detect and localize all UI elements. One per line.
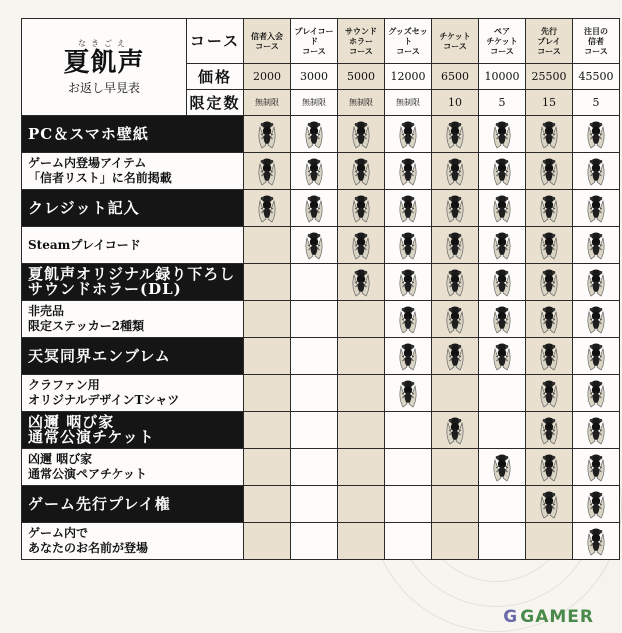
reward-cell: [526, 301, 573, 338]
course-price-4: 6500: [432, 64, 479, 90]
reward-cell: [244, 227, 291, 264]
price-row-label: 価格: [187, 64, 244, 90]
reward-cell: [244, 116, 291, 153]
cicada-icon: [585, 526, 607, 556]
feature-label: 凶邇 咽び家 通常公演チケット: [22, 412, 244, 449]
course-limit-3: 無制限: [385, 90, 432, 116]
reward-cell: [291, 523, 338, 560]
cicada-icon: [538, 156, 560, 186]
reward-cell: [479, 375, 526, 412]
cicada-icon: [585, 193, 607, 223]
site-watermark: [503, 607, 594, 627]
reward-cell: [526, 190, 573, 227]
course-price-5: 10000: [479, 64, 526, 90]
course-name-2: サウンド ホラー コース: [338, 19, 385, 64]
logo-ruby: なきごえ: [78, 39, 130, 48]
reward-cell: [526, 486, 573, 523]
reward-cell: [291, 338, 338, 375]
course-name-4: チケット コース: [432, 19, 479, 64]
reward-cell: [338, 486, 385, 523]
reward-cell: [573, 227, 620, 264]
cicada-icon: [444, 267, 466, 297]
reward-cell: [291, 190, 338, 227]
reward-cell: [385, 116, 432, 153]
course-limit-7: 5: [573, 90, 620, 116]
cicada-icon: [350, 193, 372, 223]
course-limit-2: 無制限: [338, 90, 385, 116]
reward-cell: [573, 190, 620, 227]
reward-cell: [432, 301, 479, 338]
course-header-row: [22, 19, 620, 64]
feature-label: PC＆スマホ壁紙: [22, 116, 244, 153]
reward-cell: [385, 190, 432, 227]
feature-label: ゲーム内登場アイテム 「信者リスト」に名前掲載: [22, 153, 244, 190]
course-limit-6: 15: [526, 90, 573, 116]
cicada-icon: [444, 156, 466, 186]
reward-cell: [385, 153, 432, 190]
reward-cell: [385, 301, 432, 338]
cicada-icon: [350, 267, 372, 297]
course-price-1: 3000: [291, 64, 338, 90]
reward-cell: [244, 153, 291, 190]
reward-cell: [573, 153, 620, 190]
cicada-icon: [585, 452, 607, 482]
reward-cell: [479, 301, 526, 338]
reward-cell: [432, 190, 479, 227]
cicada-icon: [397, 119, 419, 149]
reward-cell: [291, 375, 338, 412]
cicada-icon: [585, 489, 607, 519]
cicada-icon: [303, 230, 325, 260]
course-row-label: コース: [187, 19, 244, 64]
reward-cell: [385, 412, 432, 449]
limit-row-label: 限定数: [187, 90, 244, 116]
reward-cell: [526, 412, 573, 449]
reward-cell: [526, 227, 573, 264]
reward-cell: [244, 412, 291, 449]
course-limit-1: 無制限: [291, 90, 338, 116]
watermark-text: GAMER: [520, 607, 594, 627]
reward-cell: [526, 264, 573, 301]
reward-cell: [479, 449, 526, 486]
feature-row: [22, 190, 620, 227]
feature-label: ゲーム内で あなたのお名前が登場: [22, 523, 244, 560]
course-limit-0: 無制限: [244, 90, 291, 116]
reward-cell: [573, 301, 620, 338]
reward-cell: [385, 338, 432, 375]
cicada-icon: [303, 156, 325, 186]
cicada-icon: [491, 230, 513, 260]
cicada-icon: [585, 230, 607, 260]
course-price-0: 2000: [244, 64, 291, 90]
cicada-icon: [491, 156, 513, 186]
feature-row: [22, 338, 620, 375]
course-price-2: 5000: [338, 64, 385, 90]
course-price-7: 45500: [573, 64, 620, 90]
reward-cell: [244, 338, 291, 375]
reward-cell: [291, 412, 338, 449]
reward-cell: [432, 153, 479, 190]
feature-row: [22, 486, 620, 523]
reward-cell: [432, 227, 479, 264]
reward-cell: [291, 153, 338, 190]
cicada-icon: [538, 341, 560, 371]
reward-cell: [526, 523, 573, 560]
watermark-logo-icon: G: [503, 607, 519, 627]
reward-cell: [385, 227, 432, 264]
cicada-icon: [585, 119, 607, 149]
reward-cell: [385, 486, 432, 523]
cicada-icon: [397, 156, 419, 186]
reward-cell: [338, 116, 385, 153]
cicada-icon: [491, 341, 513, 371]
reward-cell: [338, 153, 385, 190]
cicada-icon: [444, 193, 466, 223]
feature-row: [22, 116, 620, 153]
cicada-icon: [538, 267, 560, 297]
reward-cell: [385, 449, 432, 486]
reward-cell: [291, 486, 338, 523]
cicada-icon: [538, 193, 560, 223]
cicada-icon: [303, 119, 325, 149]
cicada-icon: [585, 267, 607, 297]
reward-cell: [479, 412, 526, 449]
course-price-3: 12000: [385, 64, 432, 90]
reward-cell: [244, 523, 291, 560]
reward-cell: [573, 338, 620, 375]
reward-cell: [338, 264, 385, 301]
reward-cell: [385, 523, 432, 560]
reward-cell: [432, 523, 479, 560]
course-price-6: 25500: [526, 64, 573, 90]
reward-cell: [244, 375, 291, 412]
feature-row: [22, 264, 620, 301]
reward-cell: [432, 375, 479, 412]
reward-cell: [291, 227, 338, 264]
cicada-icon: [585, 156, 607, 186]
cicada-icon: [491, 119, 513, 149]
reward-table: [21, 18, 620, 560]
reward-cell: [573, 375, 620, 412]
course-name-5: ペア チケット コース: [479, 19, 526, 64]
cicada-icon: [538, 489, 560, 519]
cicada-icon: [397, 304, 419, 334]
feature-label: 天冥同界エンブレム: [22, 338, 244, 375]
course-name-0: 信者入会 コース: [244, 19, 291, 64]
reward-cell: [479, 153, 526, 190]
feature-label: クレジット記入: [22, 190, 244, 227]
reward-cell: [244, 190, 291, 227]
reward-cell: [291, 264, 338, 301]
reward-cell: [573, 116, 620, 153]
reward-cell: [338, 523, 385, 560]
cicada-icon: [491, 267, 513, 297]
reward-cell: [479, 486, 526, 523]
cicada-icon: [397, 267, 419, 297]
cicada-icon: [256, 193, 278, 223]
logo-subtitle: お返し早見表: [67, 81, 140, 95]
cicada-icon: [538, 119, 560, 149]
cicada-icon: [303, 193, 325, 223]
cicada-icon: [397, 341, 419, 371]
course-limit-4: 10: [432, 90, 479, 116]
reward-cell: [479, 190, 526, 227]
cicada-icon: [256, 119, 278, 149]
reward-cell: [432, 116, 479, 153]
reward-cell: [338, 449, 385, 486]
cicada-icon: [538, 415, 560, 445]
feature-label: Steamプレイコード: [22, 227, 244, 264]
reward-cell: [526, 375, 573, 412]
cicada-icon: [491, 304, 513, 334]
cicada-icon: [444, 119, 466, 149]
course-limit-5: 5: [479, 90, 526, 116]
reward-cell: [244, 301, 291, 338]
cicada-icon: [538, 304, 560, 334]
reward-cell: [526, 116, 573, 153]
reward-cell: [479, 338, 526, 375]
reward-cell: [526, 153, 573, 190]
reward-cell: [291, 116, 338, 153]
cicada-icon: [491, 193, 513, 223]
reward-cell: [573, 486, 620, 523]
reward-cell: [244, 486, 291, 523]
feature-row: [22, 412, 620, 449]
course-name-3: グッズセット コース: [385, 19, 432, 64]
reward-cell: [385, 375, 432, 412]
cicada-icon: [444, 304, 466, 334]
reward-cell: [338, 338, 385, 375]
cicada-icon: [585, 304, 607, 334]
reward-cell: [573, 449, 620, 486]
cicada-icon: [585, 415, 607, 445]
reward-cell: [526, 338, 573, 375]
cicada-icon: [397, 378, 419, 408]
cicada-icon: [538, 230, 560, 260]
feature-row: [22, 523, 620, 560]
reward-cell: [291, 449, 338, 486]
cicada-icon: [397, 193, 419, 223]
course-name-1: プレイコード コース: [291, 19, 338, 64]
feature-row: [22, 449, 620, 486]
reward-cell: [244, 264, 291, 301]
reward-cell: [573, 523, 620, 560]
logo-title: 夏飢声: [63, 48, 145, 78]
cicada-icon: [538, 378, 560, 408]
reward-cell: [244, 449, 291, 486]
cicada-icon: [491, 452, 513, 482]
reward-cell: [338, 301, 385, 338]
reward-cell: [338, 412, 385, 449]
reward-cell: [479, 264, 526, 301]
reward-cell: [526, 449, 573, 486]
cicada-icon: [538, 452, 560, 482]
reward-cell: [385, 264, 432, 301]
reward-cell: [479, 227, 526, 264]
feature-label: クラファン用 オリジナルデザインTシャツ: [22, 375, 244, 412]
cicada-icon: [585, 341, 607, 371]
feature-label: 夏飢声オリジナル録り下ろし サウンドホラー(DL): [22, 264, 244, 301]
reward-cell: [338, 375, 385, 412]
feature-row: [22, 153, 620, 190]
reward-cell: [432, 264, 479, 301]
cicada-icon: [444, 230, 466, 260]
feature-row: [22, 301, 620, 338]
reward-cell: [291, 301, 338, 338]
reward-cell: [573, 412, 620, 449]
reward-cell: [573, 264, 620, 301]
feature-row: [22, 375, 620, 412]
course-name-6: 先行 プレイ コース: [526, 19, 573, 64]
cicada-icon: [397, 230, 419, 260]
feature-label: ゲーム先行プレイ権: [22, 486, 244, 523]
cicada-icon: [444, 415, 466, 445]
reward-cell: [479, 116, 526, 153]
cicada-icon: [350, 156, 372, 186]
reward-cell: [432, 486, 479, 523]
cicada-icon: [350, 119, 372, 149]
cicada-icon: [444, 341, 466, 371]
cicada-icon: [350, 230, 372, 260]
game-logo: [22, 19, 187, 116]
reward-cell: [338, 227, 385, 264]
cicada-icon: [256, 156, 278, 186]
reward-cell: [432, 449, 479, 486]
reward-cell: [479, 523, 526, 560]
reward-cell: [432, 412, 479, 449]
feature-label: 凶邇 咽び家 通常公演ペアチケット: [22, 449, 244, 486]
cicada-icon: [585, 378, 607, 408]
feature-label: 非売品 限定ステッカー2種類: [22, 301, 244, 338]
reward-cell: [338, 190, 385, 227]
reward-cell: [432, 338, 479, 375]
course-name-7: 注目の 信者 コース: [573, 19, 620, 64]
feature-row: [22, 227, 620, 264]
